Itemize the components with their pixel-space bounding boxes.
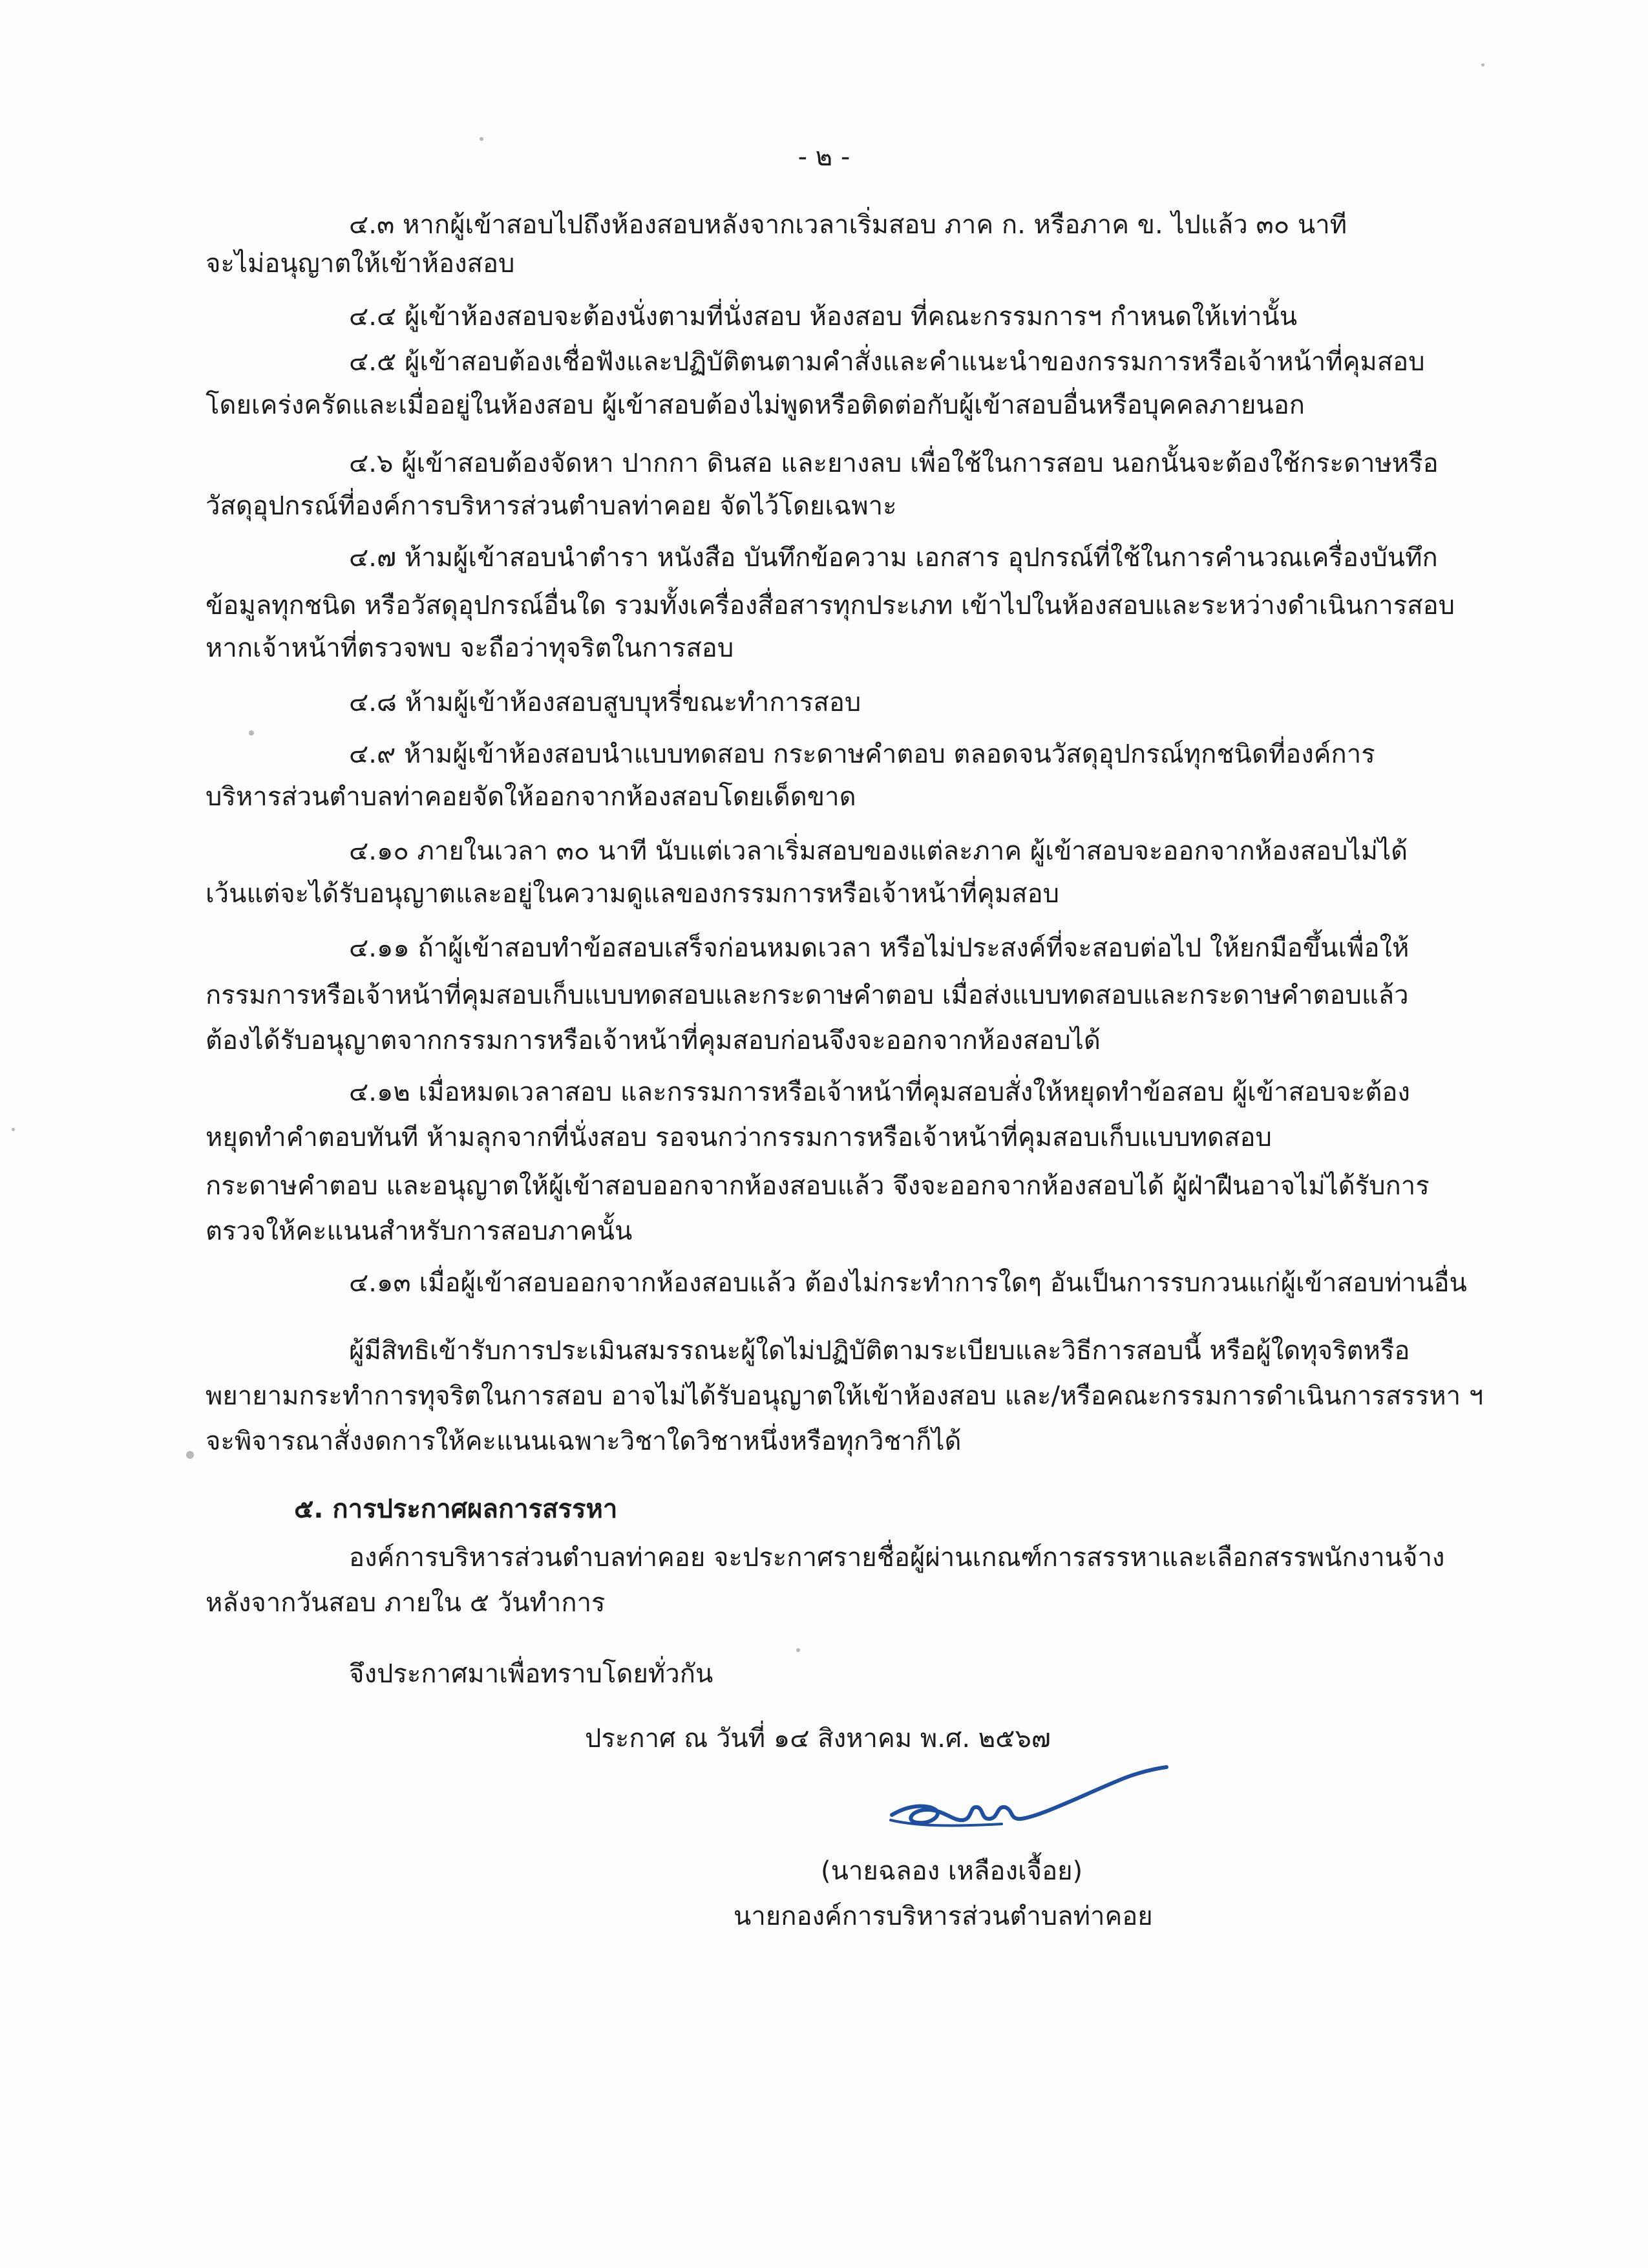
- rule-4-9-line-2: บริหารส่วนตำบลท่าคอยจัดให้ออกจากห้องสอบโดยเด็ดขาด: [206, 782, 856, 812]
- rule-4-12-line-4: ตรวจให้คะแนนสำหรับการสอบภาคนั้น: [206, 1216, 633, 1246]
- rule-4-12-line-2: หยุดทำคำตอบทันที ห้ามลุกจากที่นั่งสอบ รอจนกว่ากรรมการหรือเจ้าหน้าที่คุมสอบเก็บแบบทดสอบ: [206, 1123, 1272, 1152]
- closing-notice: จึงประกาศมาเพื่อทราบโดยทั่วกัน: [349, 1659, 713, 1689]
- signer-title: นายกองค์การบริหารส่วนตำบลท่าคอย: [734, 1902, 1153, 1931]
- section-5-heading: ๕. การประกาศผลการสรรหา: [294, 1494, 618, 1524]
- rule-4-9-line-1: ๔.๙ ห้ามผู้เข้าห้องสอบนำแบบทดสอบ กระดาษคำตอบ ตลอดจนวัสดุอุปกรณ์ทุกชนิดที่องค์การ: [349, 739, 1375, 769]
- rule-4-12-line-3: กระดาษคำตอบ และอนุญาตให้ผู้เข้าสอบออกจากห้องสอบแล้ว จึงจะออกจากห้องสอบได้ ผู้ฝ่าฝืนอาจไม่ได้รับการ: [206, 1171, 1430, 1201]
- rule-4-13: ๔.๑๓ เมื่อผู้เข้าสอบออกจากห้องสอบแล้ว ต้องไม่กระทำการใดๆ อันเป็นการรบกวนแก่ผู้เข้าสอบท่านอื่น: [349, 1268, 1467, 1298]
- scan-speck: [249, 730, 254, 736]
- rule-4-3-line-1: ๔.๓ หากผู้เข้าสอบไปถึงห้องสอบหลังจากเวลาเริ่มสอบ ภาค ก. หรือภาค ข. ไปแล้ว ๓๐ นาที: [349, 210, 1347, 240]
- rule-4-10-line-2: เว้นแต่จะได้รับอนุญาตและอยู่ในความดูแลของกรรมการหรือเจ้าหน้าที่คุมสอบ: [206, 879, 1059, 909]
- rule-4-7-line-3: หากเจ้าหน้าที่ตรวจพบ จะถือว่าทุจริตในการสอบ: [206, 633, 734, 663]
- section-5-line-2: หลังจากวันสอบ ภายใน ๕ วันทำการ: [206, 1588, 606, 1618]
- rule-4-6-line-1: ๔.๖ ผู้เข้าสอบต้องจัดหา ปากกา ดินสอ และยางลบ เพื่อใช้ในการสอบ นอกนั้นจะต้องใช้กระดาษหรือ: [349, 449, 1439, 478]
- rule-4-10-line-1: ๔.๑๐ ภายในเวลา ๓๐ นาที นับแต่เวลาเริ่มสอบของแต่ละภาค ผู้เข้าสอบจะออกจากห้องสอบไม่ได้: [349, 836, 1408, 866]
- scan-speck: [480, 137, 483, 141]
- signature-image: [808, 1765, 1260, 1836]
- scan-speck: [796, 1648, 800, 1652]
- page-number: - ๒ -: [798, 142, 850, 172]
- scan-speck: [186, 1451, 194, 1459]
- penalty-paragraph-line-1: ผู้มีสิทธิเข้ารับการประเมินสมรรถนะผู้ใดไม่ปฏิบัติตามระเบียบและวิธีการสอบนี้ หรือผู้ใดทุจริตหรือ: [349, 1336, 1410, 1366]
- rule-4-5-line-2: โดยเคร่งครัดและเมื่ออยู่ในห้องสอบ ผู้เข้าสอบต้องไม่พูดหรือติดต่อกับผู้เข้าสอบอื่นหรือบุคคลภายนอก: [206, 390, 1305, 420]
- rule-4-3-line-2: จะไม่อนุญาตให้เข้าห้องสอบ: [206, 249, 515, 279]
- rule-4-4: ๔.๔ ผู้เข้าห้องสอบจะต้องนั่งตามที่นั่งสอบ ห้องสอบ ที่คณะกรรมการฯ กำหนดให้เท่านั้น: [349, 302, 1298, 332]
- rule-4-11-line-3: ต้องได้รับอนุญาตจากกรรมการหรือเจ้าหน้าที่คุมสอบก่อนจึงจะออกจากห้องสอบได้: [206, 1026, 1101, 1055]
- scan-speck: [1481, 63, 1484, 67]
- rule-4-6-line-2: วัสดุอุปกรณ์ที่องค์การบริหารส่วนตำบลท่าคอย จัดไว้โดยเฉพาะ: [206, 491, 897, 521]
- penalty-paragraph-line-3: จะพิจารณาสั่งงดการให้คะแนนเฉพาะวิชาใดวิชาหนึ่งหรือทุกวิชาก็ได้: [206, 1426, 962, 1456]
- section-5-line-1: องค์การบริหารส่วนตำบลท่าคอย จะประกาศรายชื่อผู้ผ่านเกณฑ์การสรรหาและเลือกสรรพนักงานจ้าง: [349, 1543, 1445, 1573]
- scan-speck: [12, 1128, 15, 1131]
- rule-4-5-line-1: ๔.๕ ผู้เข้าสอบต้องเชื่อฟังและปฏิบัติตนตามคำสั่งและคำแนะนำของกรรมการหรือเจ้าหน้าที่คุมสอบ: [349, 347, 1425, 377]
- rule-4-11-line-2: กรรมการหรือเจ้าหน้าที่คุมสอบเก็บแบบทดสอบและกระดาษคำตอบ เมื่อส่งแบบทดสอบและกระดาษคำตอบแล้ว: [206, 980, 1409, 1010]
- rule-4-12-line-1: ๔.๑๒ เมื่อหมดเวลาสอบ และกรรมการหรือเจ้าหน้าที่คุมสอบสั่งให้หยุดทำข้อสอบ ผู้เข้าสอบจะต้อง: [349, 1077, 1410, 1107]
- announcement-date: ประกาศ ณ วันที่ ๑๔ สิงหาคม พ.ศ. ๒๕๖๗: [585, 1724, 1051, 1754]
- rule-4-8: ๔.๘ ห้ามผู้เข้าห้องสอบสูบบุหรี่ขณะทำการสอบ: [349, 688, 861, 717]
- rule-4-7-line-2: ข้อมูลทุกชนิด หรือวัสดุอุปกรณ์อื่นใด รวมทั้งเครื่องสื่อสารทุกประเภท เข้าไปในห้องสอบและระหว่างดำเนินการสอบ: [206, 591, 1455, 620]
- signer-name: (นายฉลอง เหลืองเจื้อย): [821, 1856, 1083, 1886]
- penalty-paragraph-line-2: พยายามกระทำการทุจริตในการสอบ อาจไม่ได้รับอนุญาตให้เข้าห้องสอบ และ/หรือคณะกรรมการดำเนินการสรรหา ฯ: [206, 1381, 1484, 1411]
- rule-4-7-line-1: ๔.๗ ห้ามผู้เข้าสอบนำตำรา หนังสือ บันทึกข้อความ เอกสาร อุปกรณ์ที่ใช้ในการคำนวณเครื่องบันทึก: [349, 543, 1438, 573]
- rule-4-11-line-1: ๔.๑๑ ถ้าผู้เข้าสอบทำข้อสอบเสร็จก่อนหมดเวลา หรือไม่ประสงค์ที่จะสอบต่อไป ให้ยกมือขึ้นเพื่อให้: [349, 933, 1410, 963]
